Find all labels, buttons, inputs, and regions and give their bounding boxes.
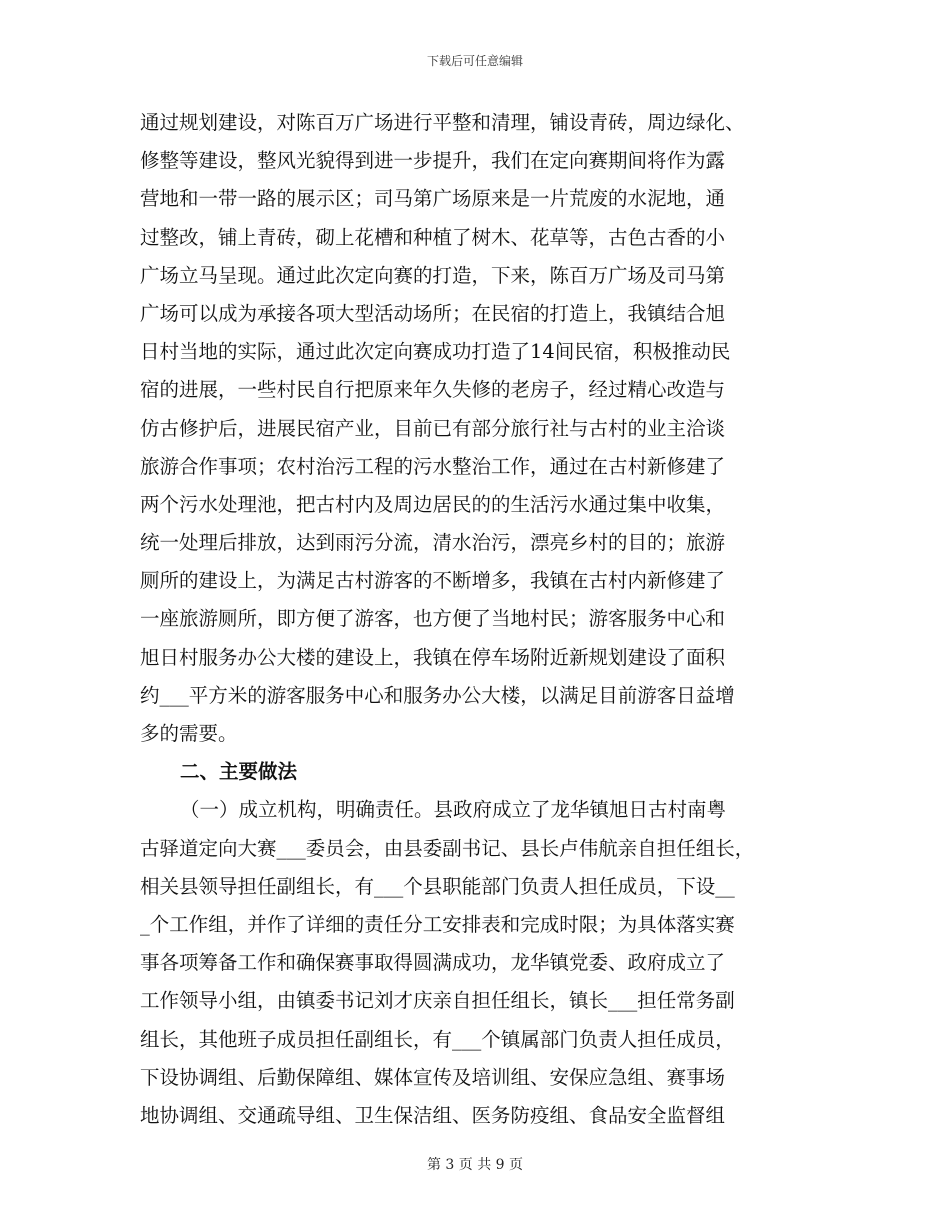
paragraph-line: 宿的进展，一些村民自行把原来年久失修的老房子，经过精心改造与 bbox=[140, 378, 726, 402]
paragraph-line: 旭日村服务办公大楼的建设上，我镇在停车场附近新规划建设了面积 bbox=[140, 645, 726, 669]
paragraph-line: 约___平方米的游客服务中心和服务办公大楼，以满足目前游客日益增 bbox=[140, 683, 735, 707]
page-number: 第 3 页 共 9 页 bbox=[426, 1157, 524, 1173]
paragraph-line: 地协调组、交通疏导组、卫生保洁组、医务防疫组、食品安全监督组 bbox=[140, 1103, 726, 1127]
paragraph-line: 组长，其他班子成员担任副组长，有___个镇属部门负责人担任成员， bbox=[140, 1027, 735, 1051]
page-header: 下载后可任意编辑 bbox=[426, 54, 523, 68]
paragraph-line: 仿古修护后，进展民宿产业，目前已有部分旅行社与古村的业主洽谈 bbox=[140, 416, 726, 440]
paragraph-line: 营地和一带一路的展示区；司马第广场原来是一片荒废的水泥地，通 bbox=[140, 187, 726, 211]
paragraph-line: _个工作组，并作了详细的责任分工安排表和完成时限；为具体落实赛 bbox=[140, 912, 735, 936]
paragraph-line: 广场可以成为承接各项大型活动场所；在民宿的打造上，我镇结合旭 bbox=[140, 301, 726, 325]
paragraph-line: 两个污水处理池，把古村内及周边居民的的生活污水通过集中收集， bbox=[140, 492, 726, 516]
paragraph-line: 下设协调组、后勤保障组、媒体宣传及培训组、安保应急组、赛事场 bbox=[140, 1065, 726, 1089]
paragraph-line: 厕所的建设上，为满足古村游客的不断增多，我镇在古村内新修建了 bbox=[140, 569, 726, 593]
paragraph-line: 广场立马呈现。通过此次定向赛的打造，下来，陈百万广场及司马第 bbox=[140, 263, 726, 287]
paragraph-line: 事各项筹备工作和确保赛事取得圆满成功，龙华镇党委、政府成立了 bbox=[140, 951, 726, 975]
paragraph-line: 旅游合作事项；农村治污工程的污水整治工作，通过在古村新修建了 bbox=[140, 454, 726, 478]
paragraph-line: （一）成立机构，明确责任。县政府成立了龙华镇旭日古村南粤 bbox=[180, 798, 727, 822]
paragraph-line: 日村当地的实际，通过此次定向赛成功打造了14间民宿，积极推动民 bbox=[140, 340, 731, 364]
paragraph-line: 通过规划建设，对陈百万广场进行平整和清理，铺设青砖，周边绿化、 bbox=[140, 111, 745, 134]
paragraph-line: 统一处理后排放，达到雨污分流，清水治污，漂亮乡村的目的；旅游 bbox=[140, 531, 726, 555]
paragraph-line: 修整等建设，整风光貌得到进一步提升，我们在定向赛期间将作为露 bbox=[140, 149, 726, 173]
document-body bbox=[140, 104, 830, 1135]
paragraph-line: 多的需要。 bbox=[140, 722, 238, 745]
paragraph-line: 一座旅游厕所，即方便了游客，也方便了当地村民；游客服务中心和 bbox=[140, 607, 726, 631]
paragraph-line: 相关县领导担任副组长，有___个县职能部门负责人担任成员，下设__ bbox=[140, 874, 735, 898]
section-heading: 二、主要做法 bbox=[180, 760, 298, 784]
paragraph-line: 工作领导小组，由镇委书记刘才庆亲自担任组长，镇长___担任常务副 bbox=[140, 989, 735, 1013]
paragraph-line: 古驿道定向大赛___委员会，由县委副书记、县长卢伟航亲自担任组长， bbox=[140, 836, 755, 860]
paragraph-line: 过整改，铺上青砖，砌上花槽和种植了树木、花草等，古色古香的小 bbox=[140, 225, 726, 249]
